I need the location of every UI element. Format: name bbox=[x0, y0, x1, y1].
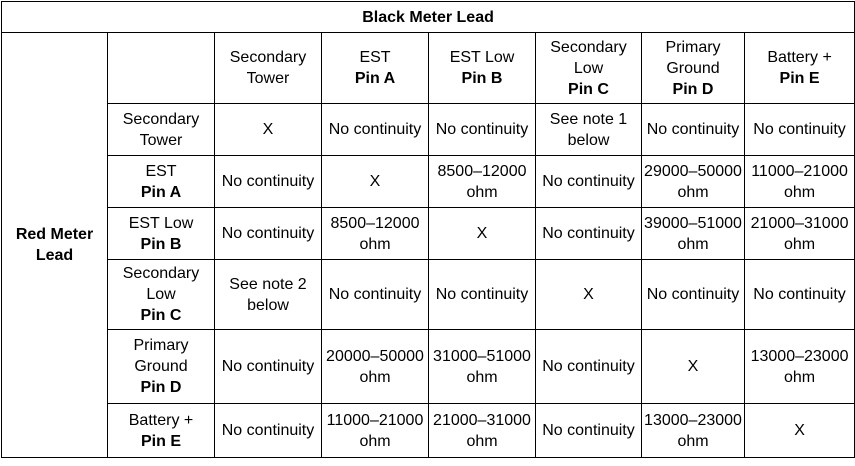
table-row bbox=[2, 260, 855, 330]
table-cell: No continuity bbox=[322, 260, 429, 330]
table-cell: No continuity bbox=[429, 260, 536, 330]
column-header-pin: Pin C bbox=[568, 80, 609, 98]
table-title: Black Meter Lead bbox=[2, 2, 855, 33]
row-header-name: Secondary Low bbox=[122, 265, 200, 303]
column-header bbox=[429, 33, 536, 104]
column-header-name: Primary Ground bbox=[665, 38, 721, 77]
table-cell: See note 2 below bbox=[215, 260, 322, 330]
table-cell: No continuity bbox=[536, 330, 642, 404]
table-cell: 11000–21000 ohm bbox=[745, 156, 855, 208]
row-header bbox=[108, 260, 215, 330]
row-group-label: Red Meter Lead bbox=[2, 33, 108, 458]
column-header-pin: Pin D bbox=[672, 80, 714, 98]
table-cell: No continuity bbox=[745, 104, 855, 156]
table-cell: X bbox=[215, 104, 322, 156]
column-header bbox=[536, 33, 642, 104]
table-cell: No continuity bbox=[215, 330, 322, 404]
table-row bbox=[2, 104, 855, 156]
table-cell: No continuity bbox=[642, 260, 745, 330]
table-row bbox=[2, 156, 855, 208]
table-cell: No continuity bbox=[536, 404, 642, 458]
table-cell: No continuity bbox=[642, 104, 745, 156]
row-header bbox=[108, 404, 215, 458]
row-header-name: EST Low bbox=[128, 214, 194, 232]
column-header-name: EST Low bbox=[449, 49, 515, 66]
table-cell: X bbox=[745, 404, 855, 458]
column-header bbox=[745, 33, 855, 104]
table-cell: 8500–12000 ohm bbox=[429, 156, 536, 208]
continuity-table bbox=[1, 1, 855, 458]
row-header-pin: Pin C bbox=[140, 307, 182, 324]
column-header bbox=[215, 33, 322, 104]
row-header-name: Primary Ground bbox=[133, 337, 189, 375]
table-row bbox=[2, 330, 855, 404]
row-header bbox=[108, 208, 215, 260]
table-cell: No continuity bbox=[536, 156, 642, 208]
table-cell: 21000–31000 ohm bbox=[745, 208, 855, 260]
row-header-pin: Pin A bbox=[140, 183, 182, 201]
column-header-pin: Pin A bbox=[354, 70, 396, 87]
table-cell: No continuity bbox=[215, 156, 322, 208]
table-cell: No continuity bbox=[322, 104, 429, 156]
table-cell: 29000–50000 ohm bbox=[642, 156, 745, 208]
table-cell: X bbox=[322, 156, 429, 208]
table-row bbox=[2, 404, 855, 458]
row-header bbox=[108, 104, 215, 156]
table-cell: 8500–12000 ohm bbox=[322, 208, 429, 260]
row-header-name: EST bbox=[145, 162, 177, 180]
table-cell: 11000–21000 ohm bbox=[322, 404, 429, 458]
corner-cell bbox=[108, 33, 215, 104]
column-header bbox=[642, 33, 745, 104]
column-header-name: Secondary Tower bbox=[229, 49, 307, 87]
table-cell: No continuity bbox=[215, 208, 322, 260]
column-header-name: Secondary Low bbox=[550, 38, 627, 77]
table-cell: No continuity bbox=[215, 404, 322, 458]
table-cell: No continuity bbox=[536, 208, 642, 260]
table-cell: 13000–23000 ohm bbox=[642, 404, 745, 458]
row-header bbox=[108, 156, 215, 208]
table-cell: 39000–51000 ohm bbox=[642, 208, 745, 260]
table-row bbox=[2, 208, 855, 260]
table-cell: No continuity bbox=[745, 260, 855, 330]
table-cell: 31000–51000 ohm bbox=[429, 330, 536, 404]
row-header-name: Battery + bbox=[128, 411, 194, 429]
table-cell: See note 1 below bbox=[536, 104, 642, 156]
table-cell: 21000–31000 ohm bbox=[429, 404, 536, 458]
table-cell: X bbox=[642, 330, 745, 404]
column-header-name: Battery + bbox=[767, 49, 832, 66]
column-header-name: EST bbox=[359, 49, 391, 66]
table-cell: X bbox=[429, 208, 536, 260]
row-header-pin: Pin B bbox=[140, 235, 182, 253]
column-header bbox=[322, 33, 429, 104]
row-header-pin: Pin E bbox=[140, 432, 181, 450]
column-header-pin: Pin B bbox=[461, 70, 503, 87]
row-header bbox=[108, 330, 215, 404]
table-cell: X bbox=[536, 260, 642, 330]
table-cell: No continuity bbox=[429, 104, 536, 156]
column-header-pin: Pin E bbox=[779, 70, 820, 87]
table-cell: 13000–23000 ohm bbox=[745, 330, 855, 404]
row-header-name: Secondary Tower bbox=[122, 110, 200, 149]
table-cell: 20000–50000 ohm bbox=[322, 330, 429, 404]
row-header-pin: Pin D bbox=[140, 379, 182, 396]
